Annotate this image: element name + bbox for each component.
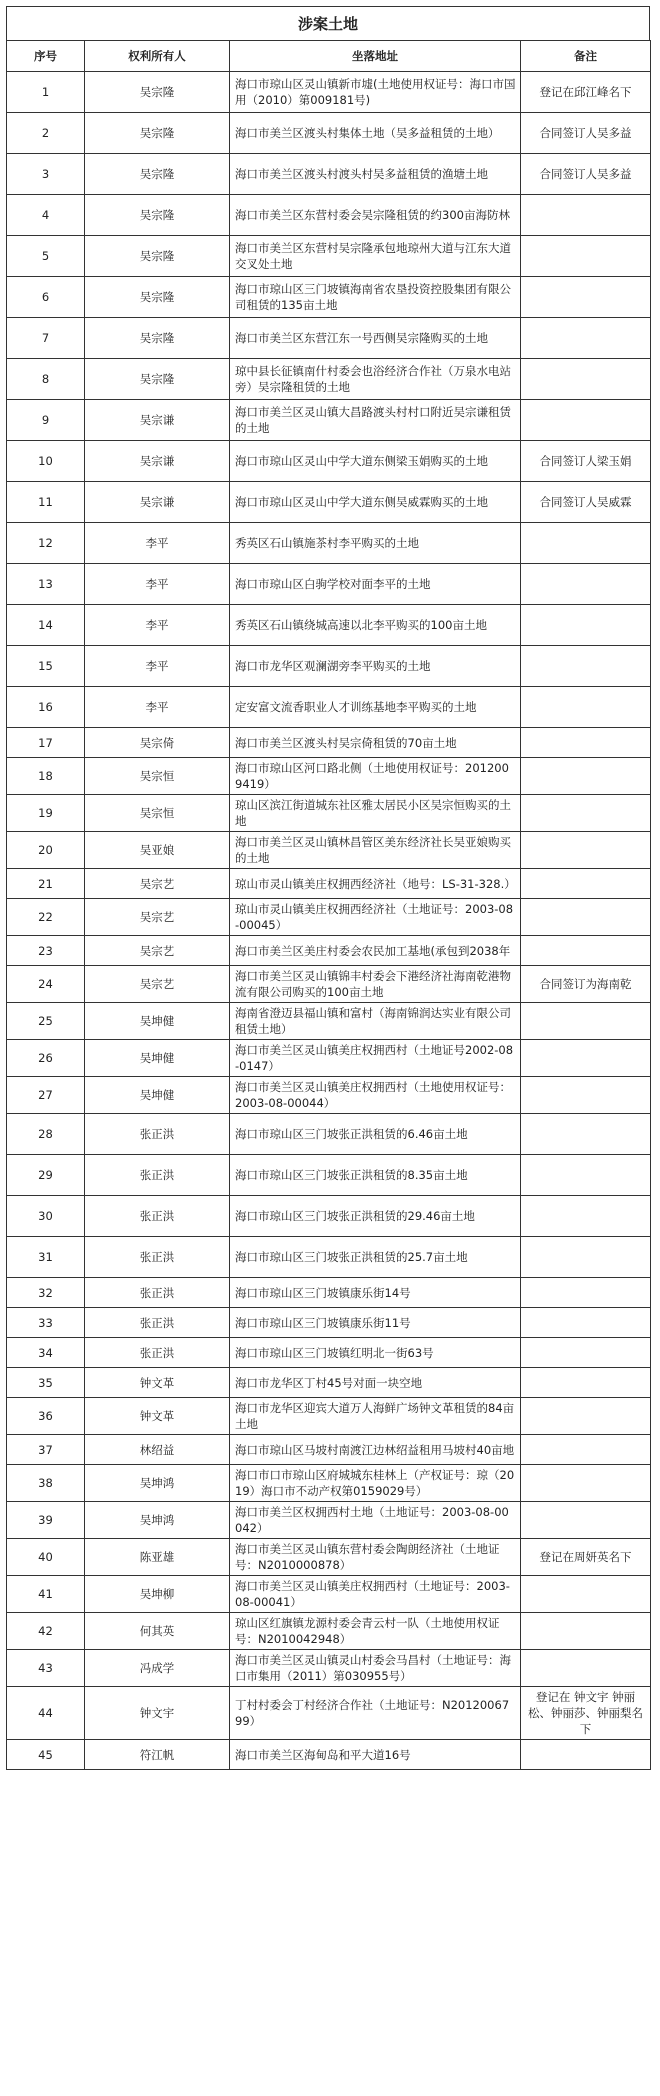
header-owner: 权利所有人 [85, 41, 230, 72]
cell-owner: 吴宗恒 [85, 758, 230, 795]
cell-owner: 吴坤健 [85, 1003, 230, 1040]
cell-note [521, 1576, 651, 1613]
cell-note [521, 1650, 651, 1687]
cell-address: 海口市美兰区灵山镇林昌管区美东经济社长吴亚娘购买的土地 [230, 832, 521, 869]
cell-note [521, 1077, 651, 1114]
cell-note [521, 1114, 651, 1155]
table-row [7, 1155, 651, 1196]
cell-note [521, 359, 651, 400]
cell-address: 琼山区滨江街道城东社区雅太居民小区吴宗恒购买的土地 [230, 795, 521, 832]
table-row [7, 1613, 651, 1650]
cell-owner: 张正洪 [85, 1196, 230, 1237]
cell-address: 琼山区红旗镇龙源村委会青云村一队（土地使用权证号：N2010042948） [230, 1613, 521, 1650]
cell-address: 海口市琼山区三门坡张正洪租赁的8.35亩土地 [230, 1155, 521, 1196]
cell-owner: 张正洪 [85, 1308, 230, 1338]
cell-address: 海口市琼山区马坡村南渡江边林绍益租用马坡村40亩地 [230, 1435, 521, 1465]
cell-address: 海口市琼山区灵山镇新市墟(土地使用权证号：海口市国用（2010）第009181号) [230, 72, 521, 113]
cell-address: 海口市美兰区渡头村吴宗倚租赁的70亩土地 [230, 728, 521, 758]
cell-address: 海口市龙华区观澜湖旁李平购买的土地 [230, 646, 521, 687]
table-row [7, 277, 651, 318]
cell-no: 31 [7, 1237, 85, 1278]
cell-no: 13 [7, 564, 85, 605]
cell-owner: 钟文宇 [85, 1687, 230, 1740]
cell-owner: 张正洪 [85, 1155, 230, 1196]
cell-no: 18 [7, 758, 85, 795]
cell-no: 27 [7, 1077, 85, 1114]
table-row [7, 1003, 651, 1040]
table-row [7, 564, 651, 605]
cell-note [521, 236, 651, 277]
cell-no: 37 [7, 1435, 85, 1465]
cell-address: 海口市龙华区丁村45号对面一块空地 [230, 1368, 521, 1398]
cell-owner: 何其英 [85, 1613, 230, 1650]
table-row [7, 1539, 651, 1576]
cell-address: 秀英区石山镇绕城高速以北李平购买的100亩土地 [230, 605, 521, 646]
cell-note [521, 832, 651, 869]
cell-note [521, 1613, 651, 1650]
table-title: 涉案土地 [6, 6, 650, 40]
cell-note [521, 795, 651, 832]
cell-note [521, 899, 651, 936]
table-row [7, 1114, 651, 1155]
cell-address: 海口市美兰区灵山镇锦丰村委会下港经济社海南乾港物流有限公司购买的100亩土地 [230, 966, 521, 1003]
cell-no: 1 [7, 72, 85, 113]
cell-note: 合同签订为海南乾 [521, 966, 651, 1003]
cell-no: 42 [7, 1613, 85, 1650]
cell-note [521, 1368, 651, 1398]
table-row [7, 154, 651, 195]
table-row [7, 318, 651, 359]
cell-no: 5 [7, 236, 85, 277]
cell-owner: 李平 [85, 646, 230, 687]
header-note: 备注 [521, 41, 651, 72]
cell-address: 海口市美兰区美庄村委会农民加工基地(承包到2038年 [230, 936, 521, 966]
table-row [7, 1687, 651, 1740]
table-row [7, 1338, 651, 1368]
cell-owner: 吴宗谦 [85, 482, 230, 523]
cell-address: 海口市琼山区灵山中学大道东侧梁玉娟购买的土地 [230, 441, 521, 482]
cell-no: 39 [7, 1502, 85, 1539]
cell-owner: 吴宗隆 [85, 236, 230, 277]
cell-address: 海口市龙华区迎宾大道万人海鲜广场钟文革租赁的84亩土地 [230, 1398, 521, 1435]
cell-owner: 李平 [85, 687, 230, 728]
cell-note: 登记在邱江峰名下 [521, 72, 651, 113]
cell-owner: 吴宗隆 [85, 72, 230, 113]
cell-note [521, 869, 651, 899]
cell-owner: 吴宗恒 [85, 795, 230, 832]
cell-address: 海口市美兰区灵山镇美庄权拥西村（土地证号2002-08-0147） [230, 1040, 521, 1077]
cell-owner: 李平 [85, 605, 230, 646]
cell-address: 海口市美兰区灵山镇大昌路渡头村村口附近吴宗谦租赁的土地 [230, 400, 521, 441]
table-row [7, 400, 651, 441]
cell-address: 海口市琼山区三门坡镇康乐街14号 [230, 1278, 521, 1308]
cell-owner: 吴坤健 [85, 1040, 230, 1077]
table-row [7, 728, 651, 758]
cell-note [521, 728, 651, 758]
cell-owner: 吴宗倚 [85, 728, 230, 758]
cell-address: 海口市美兰区东营村吴宗隆承包地琼州大道与江东大道交叉处土地 [230, 236, 521, 277]
cell-note: 合同签订人吴威霖 [521, 482, 651, 523]
table-row [7, 1465, 651, 1502]
cell-owner: 吴坤鸿 [85, 1502, 230, 1539]
cell-no: 29 [7, 1155, 85, 1196]
cell-no: 24 [7, 966, 85, 1003]
cell-address: 海口市美兰区渡头村集体土地（吴多益租赁的土地） [230, 113, 521, 154]
cell-no: 20 [7, 832, 85, 869]
cell-note [521, 195, 651, 236]
cell-no: 44 [7, 1687, 85, 1740]
table-row [7, 795, 651, 832]
cell-address: 海口市美兰区灵山镇美庄权拥西村（土地使用权证号：2003-08-00044） [230, 1077, 521, 1114]
cell-owner: 吴宗艺 [85, 936, 230, 966]
cell-note [521, 400, 651, 441]
cell-no: 6 [7, 277, 85, 318]
cell-no: 23 [7, 936, 85, 966]
table-row [7, 1435, 651, 1465]
table-row [7, 1576, 651, 1613]
cell-owner: 吴宗隆 [85, 113, 230, 154]
cell-address: 海口市美兰区东营村委会吴宗隆租赁的约300亩海防林 [230, 195, 521, 236]
cell-no: 14 [7, 605, 85, 646]
cell-owner: 吴宗艺 [85, 899, 230, 936]
cell-address: 琼中县长征镇南什村委会也浴经济合作社（万泉水电站旁）吴宗隆租赁的土地 [230, 359, 521, 400]
cell-owner: 吴宗隆 [85, 318, 230, 359]
table-row [7, 758, 651, 795]
cell-note [521, 605, 651, 646]
cell-no: 33 [7, 1308, 85, 1338]
cell-address: 海口市琼山区三门坡镇海南省农垦投资控股集团有限公司租赁的135亩土地 [230, 277, 521, 318]
cell-owner: 吴宗隆 [85, 195, 230, 236]
table-row [7, 1740, 651, 1770]
table-row [7, 1077, 651, 1114]
table-row [7, 236, 651, 277]
cell-owner: 吴宗隆 [85, 277, 230, 318]
cell-no: 10 [7, 441, 85, 482]
table-row [7, 832, 651, 869]
cell-owner: 符江帆 [85, 1740, 230, 1770]
cell-address: 海口市美兰区渡头村渡头村吴多益租赁的渔塘土地 [230, 154, 521, 195]
header-row [7, 41, 651, 72]
table-row [7, 899, 651, 936]
cell-note: 合同签订人梁玉娟 [521, 441, 651, 482]
cell-note [521, 1338, 651, 1368]
cell-owner: 吴宗谦 [85, 400, 230, 441]
cell-address: 海口市美兰区东营江东一号西侧吴宗隆购买的土地 [230, 318, 521, 359]
cell-owner: 张正洪 [85, 1237, 230, 1278]
cell-no: 7 [7, 318, 85, 359]
cell-no: 25 [7, 1003, 85, 1040]
cell-no: 3 [7, 154, 85, 195]
table-row [7, 966, 651, 1003]
table-row [7, 869, 651, 899]
cell-owner: 吴宗艺 [85, 966, 230, 1003]
table-row [7, 646, 651, 687]
cell-no: 43 [7, 1650, 85, 1687]
cell-no: 2 [7, 113, 85, 154]
cell-no: 9 [7, 400, 85, 441]
header-address: 坐落地址 [230, 41, 521, 72]
table-row [7, 1368, 651, 1398]
table-row [7, 1650, 651, 1687]
cell-no: 16 [7, 687, 85, 728]
cell-note [521, 1155, 651, 1196]
cell-no: 12 [7, 523, 85, 564]
table-row [7, 1237, 651, 1278]
land-table-sheet [6, 6, 650, 1770]
cell-address: 海口市琼山区三门坡张正洪租赁的6.46亩土地 [230, 1114, 521, 1155]
cell-note [521, 1465, 651, 1502]
cell-no: 32 [7, 1278, 85, 1308]
table-row [7, 482, 651, 523]
cell-note [521, 687, 651, 728]
table-row [7, 359, 651, 400]
table-row [7, 1040, 651, 1077]
cell-no: 35 [7, 1368, 85, 1398]
cell-address: 海口市琼山区河口路北侧（土地使用权证号：2012009419） [230, 758, 521, 795]
cell-address: 海口市琼山区三门坡张正洪租赁的25.7亩土地 [230, 1237, 521, 1278]
table-row [7, 936, 651, 966]
cell-no: 4 [7, 195, 85, 236]
cell-address: 海口市美兰区灵山镇东营村委会陶朗经济社（土地证号：N2010000878） [230, 1539, 521, 1576]
cell-note [521, 1278, 651, 1308]
cell-note [521, 277, 651, 318]
cell-no: 8 [7, 359, 85, 400]
cell-owner: 钟文革 [85, 1368, 230, 1398]
cell-address: 海口市琼山区三门坡镇红明北一街63号 [230, 1338, 521, 1368]
cell-no: 40 [7, 1539, 85, 1576]
cell-address: 海口市美兰区海甸岛和平大道16号 [230, 1740, 521, 1770]
table-row [7, 605, 651, 646]
table-row [7, 687, 651, 728]
cell-owner: 吴宗隆 [85, 359, 230, 400]
cell-address: 海口市琼山区三门坡张正洪租赁的29.46亩土地 [230, 1196, 521, 1237]
cell-owner: 林绍益 [85, 1435, 230, 1465]
land-table [6, 40, 651, 1770]
cell-address: 海口市美兰区权拥西村土地（土地证号：2003-08-00042） [230, 1502, 521, 1539]
cell-note [521, 758, 651, 795]
cell-note [521, 646, 651, 687]
cell-note: 登记在 钟文宇 钟丽松、钟丽莎、钟丽梨名下 [521, 1687, 651, 1740]
table-row [7, 1196, 651, 1237]
cell-address: 海口市琼山区灵山中学大道东侧吴威霖购买的土地 [230, 482, 521, 523]
cell-owner: 吴宗谦 [85, 441, 230, 482]
cell-address: 丁村村委会丁村经济合作社（土地证号：N2012006799） [230, 1687, 521, 1740]
cell-no: 26 [7, 1040, 85, 1077]
cell-owner: 陈亚雄 [85, 1539, 230, 1576]
table-body [7, 72, 651, 1770]
table-row [7, 1398, 651, 1435]
cell-owner: 李平 [85, 564, 230, 605]
cell-owner: 张正洪 [85, 1278, 230, 1308]
cell-no: 36 [7, 1398, 85, 1435]
cell-note [521, 1308, 651, 1338]
cell-no: 45 [7, 1740, 85, 1770]
cell-address: 海口市口市琼山区府城城东桂林上（产权证号：琼（2019）海口市不动产权第0159029号） [230, 1465, 521, 1502]
header-no: 序号 [7, 41, 85, 72]
cell-note [521, 1237, 651, 1278]
cell-address: 海口市琼山区白驹学校对面李平的土地 [230, 564, 521, 605]
cell-owner: 吴坤柳 [85, 1576, 230, 1613]
cell-owner: 钟文革 [85, 1398, 230, 1435]
table-row [7, 1502, 651, 1539]
cell-owner: 李平 [85, 523, 230, 564]
cell-address: 琼山市灵山镇美庄权拥西经济社（土地证号：2003-08-00045） [230, 899, 521, 936]
cell-note [521, 564, 651, 605]
cell-address: 琼山市灵山镇美庄权拥西经济社（地号：LS-31-328.） [230, 869, 521, 899]
cell-note: 登记在周妍英名下 [521, 1539, 651, 1576]
cell-note: 合同签订人吴多益 [521, 154, 651, 195]
cell-address: 定安富文流香职业人才训练基地李平购买的土地 [230, 687, 521, 728]
cell-note [521, 523, 651, 564]
cell-owner: 吴宗隆 [85, 154, 230, 195]
cell-note [521, 1740, 651, 1770]
cell-note: 合同签订人吴多益 [521, 113, 651, 154]
cell-address: 海口市琼山区三门坡镇康乐街11号 [230, 1308, 521, 1338]
cell-owner: 吴亚娘 [85, 832, 230, 869]
cell-owner: 吴坤鸿 [85, 1465, 230, 1502]
table-row [7, 1308, 651, 1338]
cell-no: 22 [7, 899, 85, 936]
cell-no: 15 [7, 646, 85, 687]
cell-note [521, 1435, 651, 1465]
cell-address: 海口市美兰区灵山镇美庄权拥西村（土地证号：2003-08-00041） [230, 1576, 521, 1613]
table-row [7, 72, 651, 113]
cell-no: 38 [7, 1465, 85, 1502]
cell-no: 30 [7, 1196, 85, 1237]
cell-no: 28 [7, 1114, 85, 1155]
cell-no: 17 [7, 728, 85, 758]
cell-owner: 冯成学 [85, 1650, 230, 1687]
table-row [7, 113, 651, 154]
cell-note [521, 1196, 651, 1237]
cell-no: 34 [7, 1338, 85, 1368]
cell-note [521, 936, 651, 966]
table-row [7, 195, 651, 236]
table-row [7, 441, 651, 482]
cell-no: 11 [7, 482, 85, 523]
cell-no: 21 [7, 869, 85, 899]
cell-owner: 吴宗艺 [85, 869, 230, 899]
cell-note [521, 1502, 651, 1539]
cell-note [521, 318, 651, 359]
cell-owner: 张正洪 [85, 1114, 230, 1155]
cell-note [521, 1040, 651, 1077]
table-row [7, 1278, 651, 1308]
table-row [7, 523, 651, 564]
cell-owner: 吴坤健 [85, 1077, 230, 1114]
cell-note [521, 1003, 651, 1040]
cell-no: 19 [7, 795, 85, 832]
cell-note [521, 1398, 651, 1435]
cell-address: 海口市美兰区灵山镇灵山村委会马昌村（土地证号：海口市集用（2011）第030955号） [230, 1650, 521, 1687]
cell-no: 41 [7, 1576, 85, 1613]
cell-address: 海南省澄迈县福山镇和富村（海南锦润达实业有限公司租赁土地） [230, 1003, 521, 1040]
cell-address: 秀英区石山镇施茶村李平购买的土地 [230, 523, 521, 564]
cell-owner: 张正洪 [85, 1338, 230, 1368]
